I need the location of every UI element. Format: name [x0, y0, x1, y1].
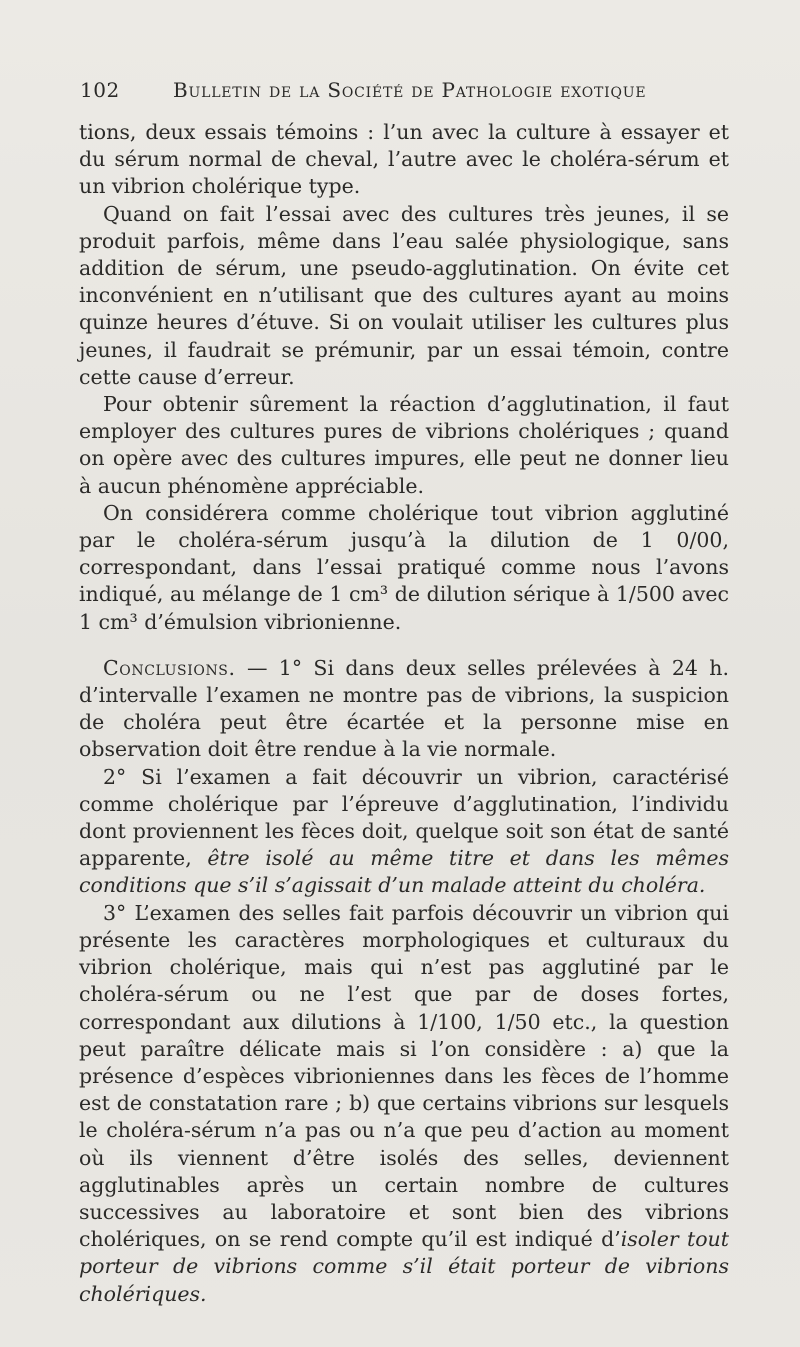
conclusion-1-text: — 1° Si dans deux selles prélevées à 24 h. d’intervalle l’examen ne montre pas de vibrions, la suspicion de choléra peut être écartée et la personne mise en observation doit être rendue à la vie normale. [79, 655, 729, 762]
conclusion-3-italic: isoler tout porteur de vibrions comme s’il était porteur de vibrions cholériques. [79, 1227, 729, 1306]
conclusion-2-text: 2° Si l’examen a fait découvrir un vibrion, caractérisé comme cholérique par l’épreuve d’agglutination, l’individu dont proviennent les fèces doit, quelque soit son état de santé apparente, [79, 764, 729, 871]
paragraph-1-text: tions, deux essais témoins : l’un avec la culture à essayer et du sérum normal de cheval, l’autre avec le choléra-sérum et un vibrion cholérique type. [79, 120, 729, 199]
running-title: Bulletin de la Société de Pathologie exotique [173, 78, 647, 102]
paragraph-1 [79, 119, 729, 201]
conclusion-2 [79, 764, 729, 900]
conclusions-label: Conclusions. [103, 655, 236, 680]
page-number: 102 [80, 78, 120, 102]
conclusion-3 [79, 900, 729, 1308]
paragraph-4-text: On considérera comme cholérique tout vibrion agglutiné par le choléra-sérum jusqu’à la dilution de 1 0/00, correspondant, dans l’essai pratiqué comme nous l’avons indiqué, au mélange de 1 cm³ de dilution sérique à 1/500 avec 1 cm³ d’émulsion vibrionienne. [79, 500, 729, 634]
paragraph-4 [79, 500, 729, 636]
page-header [80, 76, 724, 104]
conclusion-3-text: 3° L’examen des selles fait parfois découvrir un vibrion qui présente les caractères morphologiques et culturaux du vibrion cholérique, mais qui n’est pas agglutiné par le choléra-sérum ou ne l’est que par de doses fortes, correspondant aux dilutions à 1/100, 1/50 etc., la question peut paraître délicate mais si l’on considère : a) que la présence d’espèces vibrioniennes dans les fèces de l’homme est de constatation rare ; b) que certains vibrions sur lesquels le choléra-sérum n’a pas ou n’a que peu d’action au moment où ils viennent d’être isolés des selles, deviennent agglutinables après un certain nombre de cultures successives au laboratoire et sont bien des vibrions cholériques, on se rend compte qu’il est indiqué d’ [79, 900, 729, 1252]
body-text [79, 119, 729, 1308]
paragraph-3-text: Pour obtenir sûrement la réaction d’agglutination, il faut employer des cultures pures de vibrions cholériques ; quand on opère avec des cultures impures, elle peut ne donner lieu à aucun phénomène appréciable. [79, 392, 729, 498]
paragraph-2 [79, 201, 729, 391]
conclusion-2-italic: être isolé au même titre et dans les mêmes conditions que s’il s’agissait d’un malade atteint du choléra. [79, 846, 729, 898]
paragraph-2-text: Quand on fait l’essai avec des cultures très jeunes, il se produit parfois, même dans l’eau salée physiologique, sans addition de sérum, une pseudo-agglutination. On évite cet inconvénient en n’utilisant que des cultures ayant au moins quinze heures d’étuve. Si on voulait utiliser les cultures plus jeunes, il faudrait se prémunir, par un essai témoin, contre cette cause d’erreur. [79, 201, 729, 389]
conclusions-paragraph [79, 655, 729, 764]
paragraph-3 [79, 391, 729, 500]
